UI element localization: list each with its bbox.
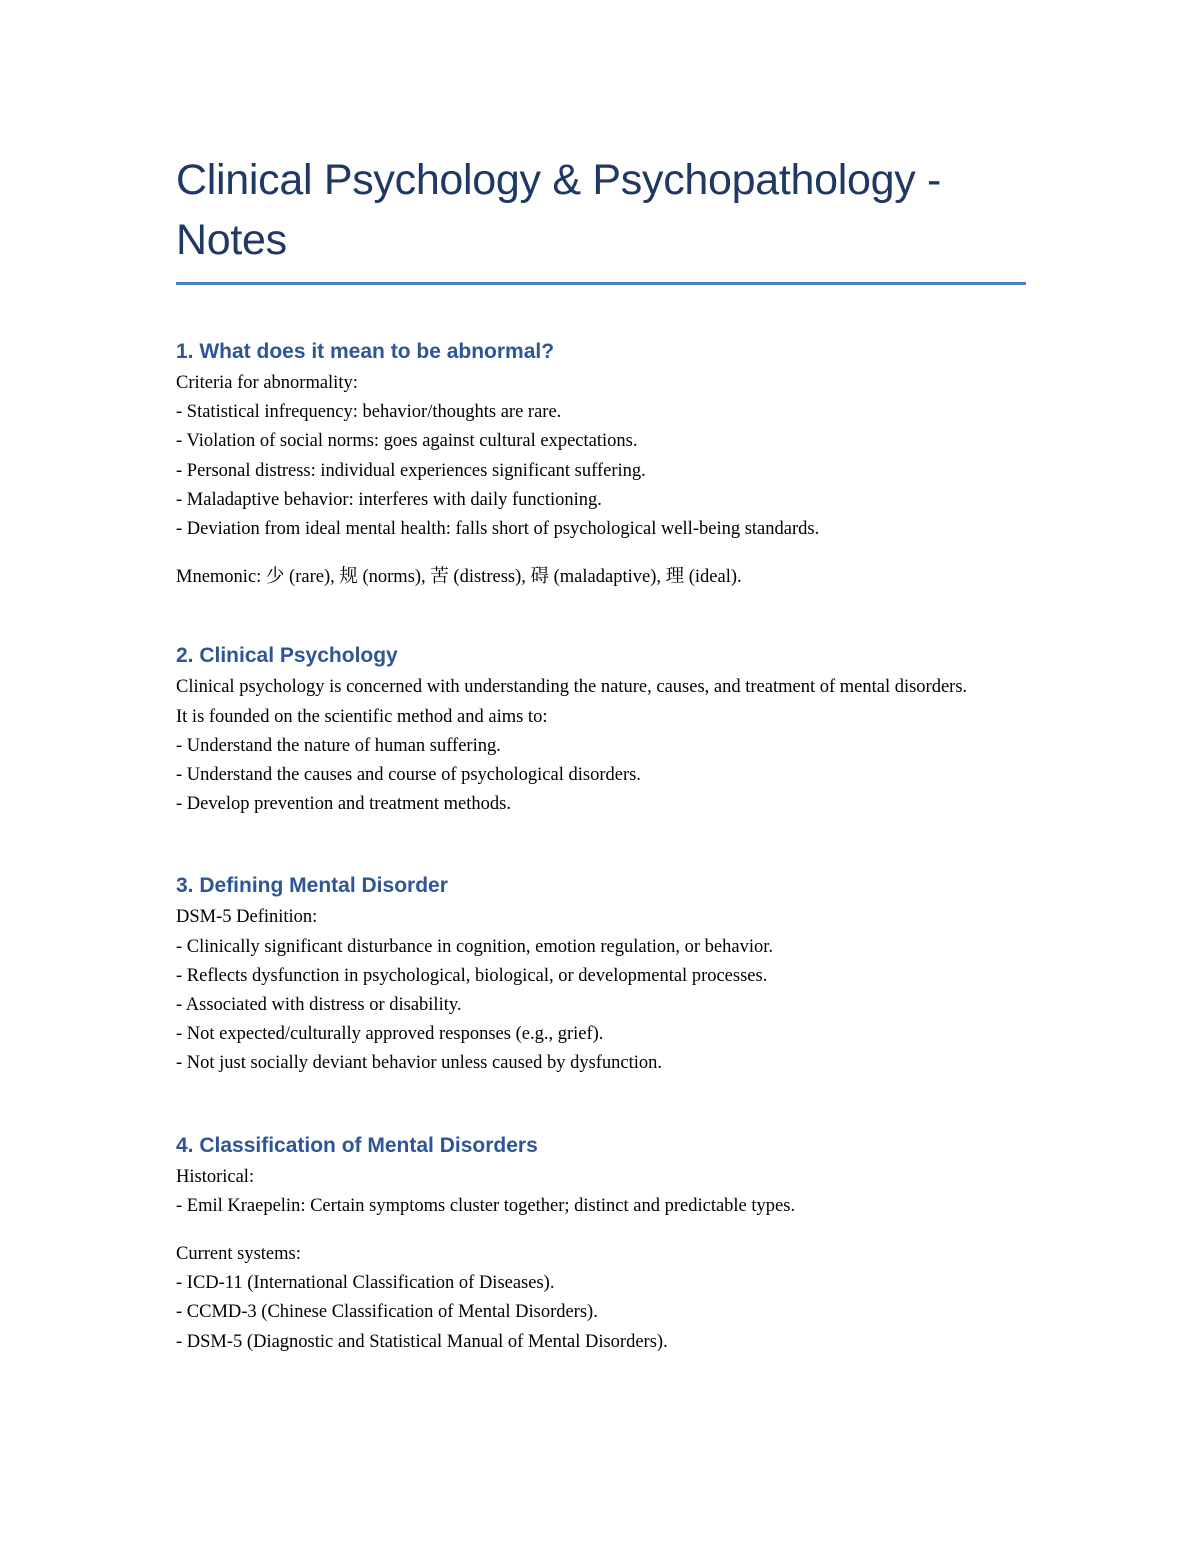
list-item: - Not expected/culturally approved responses (e.g., grief).: [176, 1024, 604, 1045]
section-heading: 2. Clinical Psychology: [176, 644, 398, 668]
list-item: - Associated with distress or disability.: [176, 995, 462, 1016]
list-item: - ICD-11 (International Classification of Diseases).: [176, 1273, 555, 1294]
list-item: - CCMD-3 (Chinese Classification of Mental Disorders).: [176, 1302, 598, 1323]
section-intro: DSM-5 Definition:: [176, 907, 318, 928]
list-item: - Not just socially deviant behavior unless caused by dysfunction.: [176, 1053, 663, 1074]
section-paragraph: Clinical psychology is concerned with understanding the nature, causes, and treatment of mental disorders.: [176, 677, 968, 698]
section-intro-secondary: Current systems:: [176, 1244, 301, 1265]
list-item: - Statistical infrequency: behavior/thoughts are rare.: [176, 402, 562, 423]
list-item: - Develop prevention and treatment methods.: [176, 794, 511, 815]
section-defining-disorder: [176, 871, 1026, 1078]
list-item: - Understand the causes and course of psychological disorders.: [176, 765, 641, 786]
document-title: Clinical Psychology & Psychopathology - Notes: [176, 150, 1026, 285]
section-abnormality: [176, 337, 1026, 592]
paragraph-gap: [176, 1221, 1026, 1240]
section-intro: Criteria for abnormality:: [176, 373, 358, 393]
list-item: - Emil Kraepelin: Certain symptoms cluster together; distinct and predictable types.: [176, 1195, 796, 1216]
section-heading: 3. Defining Mental Disorder: [176, 874, 448, 898]
list-item: - Reflects dysfunction in psychological, biological, or developmental processes.: [176, 965, 768, 986]
section-intro: It is founded on the scientific method and aims to:: [176, 706, 548, 727]
section-heading: 1. What does it mean to be abnormal?: [176, 340, 555, 363]
list-item: - DSM-5 (Diagnostic and Statistical Manual of Mental Disorders).: [176, 1331, 668, 1352]
list-item: - Personal distress: individual experiences significant suffering.: [176, 460, 646, 481]
section-classification: [176, 1131, 1026, 1357]
document-body: [176, 150, 1026, 1357]
list-item: - Maladaptive behavior: interferes with daily functioning.: [176, 489, 602, 510]
list-item: - Understand the nature of human suffering.: [176, 735, 501, 756]
list-item: - Clinically significant disturbance in cognition, emotion regulation, or behavior.: [176, 936, 774, 957]
list-item: - Violation of social norms: goes against cultural expectations.: [176, 431, 638, 452]
paragraph-gap: [176, 544, 1026, 563]
section-clinical-psychology: [176, 641, 1026, 819]
mnemonic-note: Mnemonic: 少 (rare), 规 (norms), 苦 (distress), 碍 (maladaptive), 理 (ideal).: [176, 567, 742, 588]
list-item: - Deviation from ideal mental health: falls short of psychological well-being standards.: [176, 519, 820, 540]
section-heading: 4. Classification of Mental Disorders: [176, 1133, 538, 1157]
section-intro: Historical:: [176, 1166, 255, 1187]
